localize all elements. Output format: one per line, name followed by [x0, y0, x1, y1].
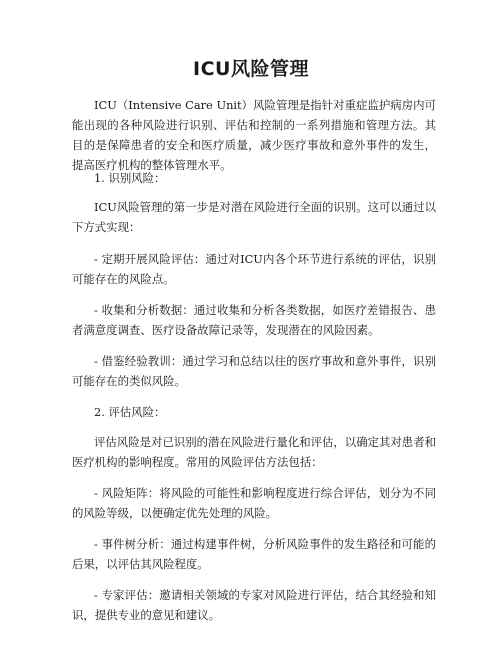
paragraph-identify-item-3: - 借鉴经验教训：通过学习和总结以往的医疗事故和意外事件，识别可能存在的类似风险。	[72, 354, 436, 388]
paragraph-heading-assess: 2. 评估风险：	[94, 405, 166, 419]
document-title: ICU风险管理	[193, 58, 309, 80]
paragraph-identify-intro: ICU风险管理的第一步是对潜在风险进行全面的识别。这可以通过以下方式实现：	[72, 200, 436, 234]
paragraph-assess-item-1: - 风险矩阵：将风险的可能性和影响程度进行综合评估，划分为不同的风险等级，以便确定优先处理的风险。	[72, 486, 436, 520]
paragraph-assess-item-3: - 专家评估：邀请相关领域的专家对风险进行评估，结合其经验和知识，提供专业的意见和建议。	[72, 588, 436, 622]
paragraph-heading-identify: 1. 识别风险：	[94, 171, 166, 185]
paragraph-identify-item-2: - 收集和分析数据：通过收集和分析各类数据，如医疗差错报告、患者满意度调查、医疗设备故障记录等，发现潜在的风险因素。	[72, 303, 436, 337]
paragraph-assess-intro: 评估风险是对已识别的潜在风险进行量化和评估，以确定其对患者和医疗机构的影响程度。常用的风险评估方法包括：	[72, 435, 436, 469]
paragraph-assess-item-2: - 事件树分析：通过构建事件树，分析风险事件的发生路径和可能的后果，以评估其风险程度。	[72, 537, 436, 571]
paragraph-intro: ICU（Intensive Care Unit）风险管理是指针对重症监护病房内可能出现的各种风险进行识别、评估和控制的一系列措施和管理方法。其目的是保障患者的安全和医疗质量，减少医疗事故和意外事件的发生，提高医疗机构的整体管理水平。	[72, 98, 436, 172]
paragraph-identify-item-1: - 定期开展风险评估：通过对ICU内各个环节进行系统的评估，识别可能存在的风险点。	[72, 252, 436, 286]
